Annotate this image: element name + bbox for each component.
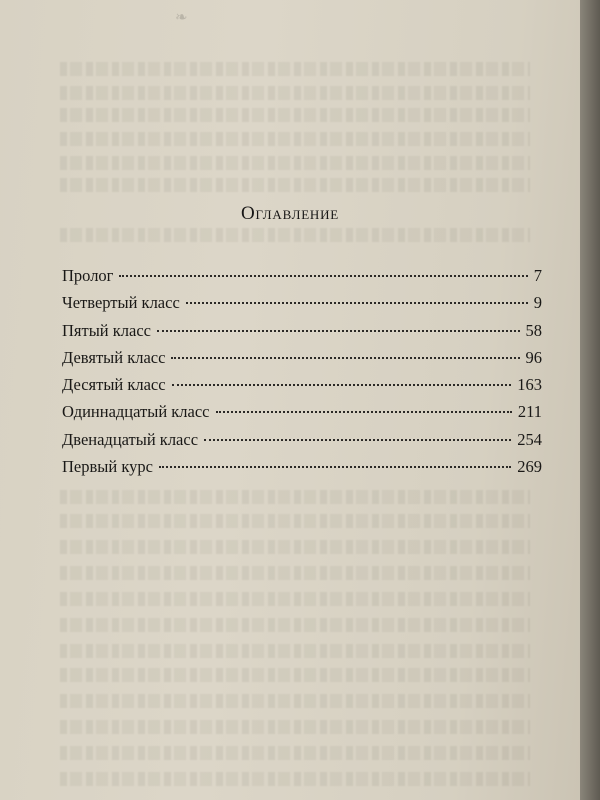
bleed-through-line	[60, 618, 530, 632]
bleed-through-line	[60, 746, 530, 760]
bleed-through-line	[60, 772, 530, 786]
toc-entry	[62, 430, 542, 457]
page-stack-edge	[580, 0, 600, 800]
toc-entry-page-number: 163	[517, 375, 542, 395]
toc-entry	[62, 321, 542, 348]
bleed-through-line	[60, 668, 530, 682]
toc-entry-label: Одиннадцатый класс	[62, 402, 210, 422]
toc-entry-page-number: 58	[525, 320, 542, 340]
bleed-through-line	[60, 694, 530, 708]
toc-entry-page-number: 9	[533, 293, 542, 313]
dot-leader	[172, 384, 512, 386]
toc-entry-page-number: 254	[517, 429, 542, 449]
bleed-through-line	[60, 490, 530, 504]
dot-leader	[157, 330, 520, 332]
toc-entry	[62, 266, 542, 293]
toc-entry-page-number: 96	[525, 347, 542, 367]
bleed-through-line	[60, 566, 530, 580]
toc-entry-label: Десятый класс	[62, 375, 166, 395]
toc-entry-label: Пролог	[62, 266, 114, 285]
dot-leader	[159, 466, 511, 468]
dot-leader	[204, 439, 511, 441]
toc-entry	[62, 457, 542, 484]
bleed-through-line	[60, 644, 530, 658]
bleed-through-line	[60, 132, 530, 146]
toc-entry	[62, 293, 542, 320]
page-title: Оглавление	[240, 203, 340, 224]
bleed-through-line	[60, 514, 530, 528]
table-of-contents	[62, 266, 542, 484]
toc-entry	[62, 402, 542, 429]
faint-running-head: ❧	[175, 10, 189, 26]
bleed-through-line	[60, 156, 530, 170]
toc-entry-label: Первый курс	[62, 457, 153, 477]
bleed-through-line	[60, 62, 530, 76]
bleed-through-line	[60, 540, 530, 554]
bleed-through-line	[60, 178, 530, 192]
toc-entry-page-number: 211	[517, 402, 542, 422]
toc-entry-label: Девятый класс	[62, 347, 166, 367]
bleed-through-line	[60, 86, 530, 100]
toc-entry-label: Двенадцатый класс	[62, 429, 199, 449]
toc-entry-page-number: 7	[533, 266, 542, 285]
dot-leader	[186, 302, 528, 304]
bleed-through-line	[60, 228, 530, 242]
toc-entry-label: Пятый класс	[62, 320, 151, 340]
toc-entry	[62, 348, 542, 375]
toc-entry-label: Четвертый класс	[62, 293, 180, 313]
toc-entry-page-number: 269	[517, 457, 542, 477]
dot-leader	[119, 275, 527, 277]
bleed-through-line	[60, 720, 530, 734]
dot-leader	[216, 411, 512, 413]
bleed-through-line	[60, 592, 530, 606]
toc-entry	[62, 375, 542, 402]
dot-leader	[171, 357, 519, 359]
bleed-through-line	[60, 108, 530, 122]
